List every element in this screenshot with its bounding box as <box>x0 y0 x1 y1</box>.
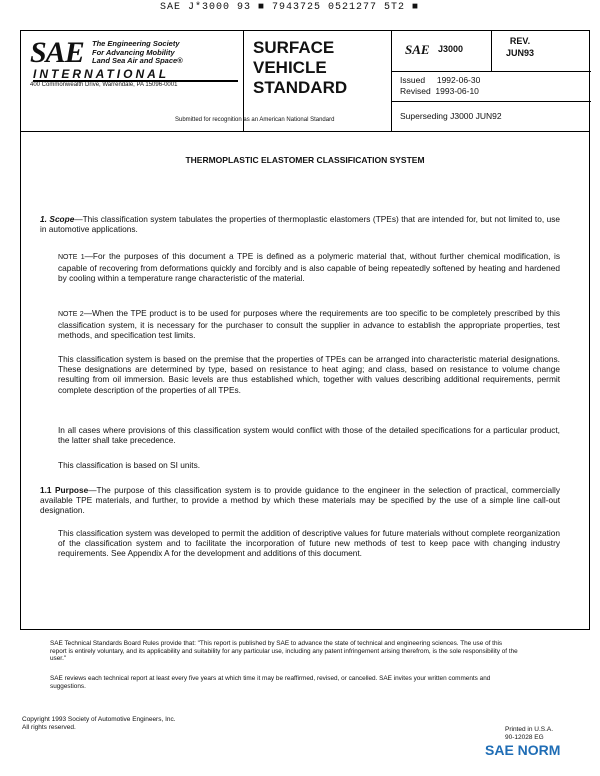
header-vline-3 <box>491 31 492 71</box>
header-vline-1 <box>243 31 244 131</box>
future-paragraph: This classification system was developed to permit the addition of descriptive values for future materials without complete reorganization of the classification system and to facilitate the incorporation of future new methods of test to keep pace with changing industry requirements. See Appendix A for the development and additions of this document. <box>58 528 560 559</box>
sae-mark: SAE <box>405 42 430 57</box>
rev-date: JUN93 <box>506 48 535 58</box>
scope-text: —This classification system tabulates the properties of thermoplastic elastomers (TPEs) that are intended for, but not limited to, use in automotive applications. <box>40 214 560 235</box>
dates-divider <box>391 101 591 102</box>
superseding: Superseding J3000 JUN92 <box>400 111 502 121</box>
scope-paragraph <box>40 214 560 234</box>
note-2-text: —When the TPE product is to be used for purposes where the requirements are too specific to be completely prescribed by this classification system, it is necessary for the purchaser to consult the supplier in advance to establish the appropriate properties, test methods, and specification test limits. <box>58 308 560 341</box>
revision-box <box>506 35 534 59</box>
org-address: 400 Commonwealth Drive, Warrendale, PA 15096-0001 <box>30 82 178 88</box>
note-2-label: NOTE 2 <box>58 311 84 318</box>
scope-heading: 1. Scope <box>40 214 75 224</box>
tsb-rules-footnote: SAE Technical Standards Board Rules provide that: "This report is published by SAE to advance the state of technical and engineering sciences. The use of this report is entirely voluntary, and its applicability and suitability for any particular use, including any patent infringement arising therefrom, is the sole responsibility of the user." <box>50 640 518 663</box>
purpose-heading: 1.1 Purpose <box>40 485 89 495</box>
note-1-text: —For the purposes of this document a TPE is defined as a polymeric material that, without further chemical modification, is capable of recovering from deformations quickly and forcibly and is also capable of being repeatedly softened by heating and hardened by cooling within a temperature range characteristic of the material. <box>58 251 560 284</box>
printed-info: Printed in U.S.A. 90-12028 EG <box>505 726 554 741</box>
issued-date: Issued 1992-06-30 <box>400 75 481 85</box>
sae-logo: SAE <box>30 36 84 69</box>
date-block <box>400 75 480 97</box>
rev-label: REV. <box>509 36 531 46</box>
header-vline-2 <box>391 31 392 131</box>
purpose-text: —The purpose of this classification system is to provide guidance to the engineer in the selection of practical, commercially available TPE materials, and further, to provide a method by which these materials may be specified by the use of a simple line call-out designation. <box>40 485 560 516</box>
note-1 <box>58 251 560 284</box>
document-number: J3000 <box>438 44 464 54</box>
standard-type: SURFACE VEHICLE STANDARD <box>253 38 348 97</box>
conflict-paragraph: In all cases where provisions of this classification system would conflict with those of the detailed specifications for a particular product, the latter shall take precedence. <box>58 425 560 446</box>
review-footnote: SAE reviews each technical report at least every five years at which time it may be reaffirmed, revised, or cancelled. SAE invites your written comments and suggestions. <box>50 675 491 690</box>
scan-header: SAE J*3000 93 ■ 7943725 0521277 5T2 ■ <box>160 2 420 13</box>
note-2 <box>58 308 560 341</box>
society-tagline: The Engineering Society For Advancing Mobility Land Sea Air and Space® <box>92 39 183 65</box>
header-divider <box>21 131 589 132</box>
docnum-divider <box>391 71 591 72</box>
note-1-label: NOTE 1 <box>58 254 85 261</box>
si-units-paragraph: This classification is based on SI units. <box>58 460 201 470</box>
recognition-note: Submitted for recognition as an American National Standard <box>175 117 335 123</box>
watermark: SAE NORM <box>485 742 561 758</box>
document-title: THERMOPLASTIC ELASTOMER CLASSIFICATION SYSTEM <box>185 155 425 165</box>
revised-date: Revised 1993-06-10 <box>400 86 479 96</box>
international-label: INTERNATIONAL <box>33 67 170 81</box>
copyright: Copyright 1993 Society of Automotive Engineers, Inc. All rights reserved. <box>22 716 176 731</box>
purpose-paragraph <box>40 485 560 516</box>
premise-paragraph: This classification system is based on the premise that the properties of TPEs can be arranged into characteristic material designations. These designations are determined by type, based on resistance to heat aging; and class, based on resistance to volume change resulting from oil immersion. Basic levels are thus established which, together with values describing additional requirements, permit complete description of the properties of all TPEs. <box>58 354 560 395</box>
